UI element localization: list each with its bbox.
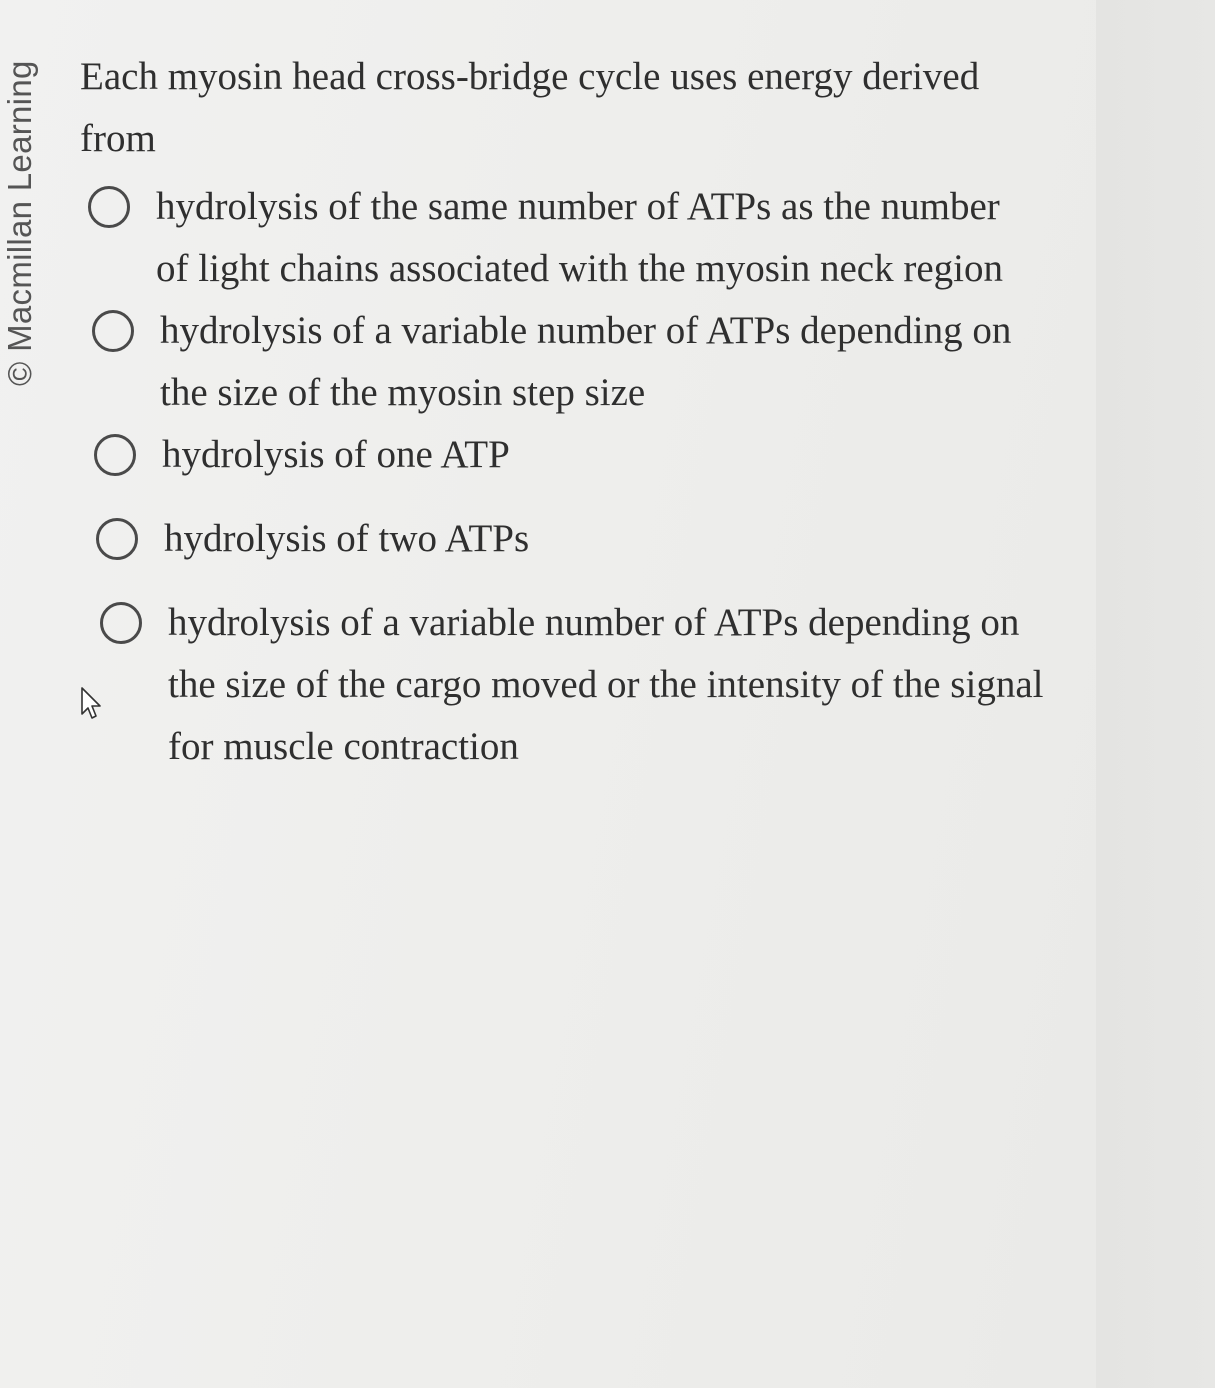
answer-option-label: hydrolysis of a variable number of ATPs depending on the size of the myosin step size — [160, 309, 1012, 414]
radio-button-icon[interactable] — [100, 602, 142, 644]
radio-button-icon[interactable] — [88, 186, 130, 228]
mouse-pointer-icon — [80, 686, 104, 720]
background-edge — [1096, 0, 1215, 1388]
copyright-watermark: © Macmillan Learning — [1, 60, 38, 386]
answer-option-label: hydrolysis of a variable number of ATPs depending on the size of the cargo moved or the intensity of the signal for muscle contraction — [168, 601, 1044, 768]
answer-option-3[interactable] — [94, 424, 1048, 486]
answer-option-5[interactable] — [100, 592, 1048, 778]
answer-options — [88, 176, 1048, 778]
answer-option-1[interactable] — [88, 176, 1048, 300]
answer-option-label: hydrolysis of two ATPs — [164, 517, 530, 560]
radio-button-icon[interactable] — [92, 310, 134, 352]
question-text: Each myosin head cross-bridge cycle uses energy derived from — [80, 55, 980, 160]
answer-option-2[interactable] — [92, 300, 1048, 424]
radio-button-icon[interactable] — [94, 434, 136, 476]
radio-button-icon[interactable] — [96, 518, 138, 560]
answer-option-label: hydrolysis of the same number of ATPs as the number of light chains associated with the myosin neck region — [156, 185, 1003, 290]
answer-option-4[interactable] — [96, 508, 1048, 570]
answer-option-label: hydrolysis of one ATP — [162, 433, 510, 476]
